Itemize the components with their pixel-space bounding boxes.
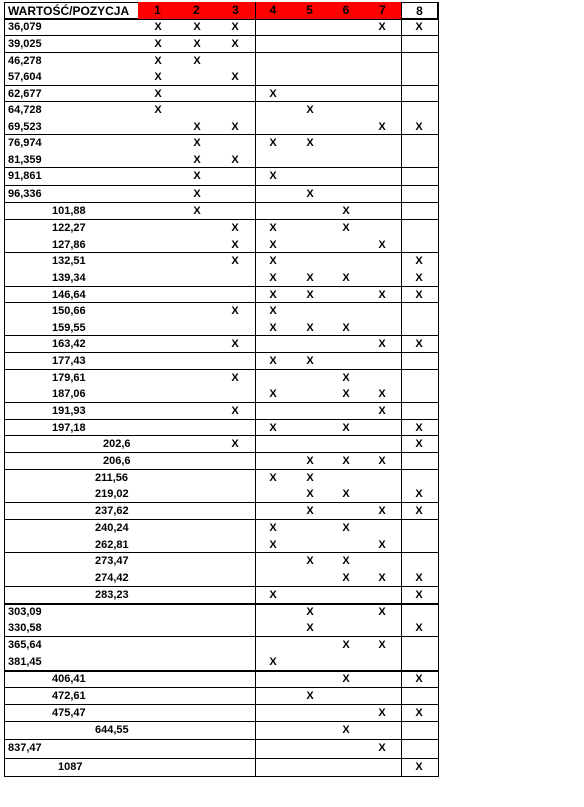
row-value: 132,51 bbox=[52, 255, 86, 267]
position-mark-1: X bbox=[154, 104, 162, 116]
position-mark-6: X bbox=[342, 422, 350, 434]
row-divider bbox=[4, 519, 438, 520]
row-divider bbox=[4, 286, 438, 287]
position-mark-3: X bbox=[231, 338, 239, 350]
position-mark-8: X bbox=[415, 572, 423, 584]
position-mark-3: X bbox=[231, 121, 239, 133]
position-mark-5: X bbox=[306, 606, 314, 618]
position-mark-1: X bbox=[154, 38, 162, 50]
position-mark-8: X bbox=[415, 488, 423, 500]
position-mark-7: X bbox=[378, 639, 386, 651]
row-value: 262,81 bbox=[95, 539, 129, 551]
row-divider bbox=[4, 35, 438, 36]
position-mark-8: X bbox=[415, 422, 423, 434]
position-mark-5: X bbox=[306, 355, 314, 367]
position-mark-7: X bbox=[378, 121, 386, 133]
position-mark-2: X bbox=[193, 188, 201, 200]
position-mark-8: X bbox=[415, 589, 423, 601]
row-value: 101,88 bbox=[52, 205, 86, 217]
row-value: 39,025 bbox=[8, 38, 42, 50]
row-divider bbox=[4, 252, 438, 253]
row-value: 159,55 bbox=[52, 322, 86, 334]
position-mark-6: X bbox=[342, 272, 350, 284]
row-divider bbox=[4, 776, 438, 777]
row-divider bbox=[4, 402, 438, 403]
row-value: 62,677 bbox=[8, 88, 42, 100]
column-divider bbox=[401, 2, 402, 777]
row-value: 303,09 bbox=[8, 606, 42, 618]
row-value: 381,45 bbox=[8, 656, 42, 668]
row-value: 57,604 bbox=[8, 71, 42, 83]
row-value: 644,55 bbox=[95, 724, 129, 736]
position-mark-7: X bbox=[378, 707, 386, 719]
position-mark-4: X bbox=[269, 539, 277, 551]
position-mark-2: X bbox=[193, 55, 201, 67]
position-mark-4: X bbox=[269, 88, 277, 100]
position-mark-5: X bbox=[306, 272, 314, 284]
row-divider bbox=[4, 552, 438, 553]
row-value: 273,47 bbox=[95, 555, 129, 567]
position-mark-2: X bbox=[193, 121, 201, 133]
row-value: 177,43 bbox=[52, 355, 86, 367]
position-mark-4: X bbox=[269, 589, 277, 601]
position-mark-1: X bbox=[154, 55, 162, 67]
row-divider bbox=[4, 687, 438, 688]
column-divider bbox=[438, 2, 439, 777]
position-mark-2: X bbox=[193, 205, 201, 217]
position-mark-5: X bbox=[306, 104, 314, 116]
header-position-6: 6 bbox=[328, 2, 364, 19]
row-divider bbox=[4, 352, 438, 353]
row-divider bbox=[4, 202, 438, 203]
row-value: 197,18 bbox=[52, 422, 86, 434]
row-divider bbox=[4, 302, 438, 303]
position-mark-7: X bbox=[378, 455, 386, 467]
header-position-2: 2 bbox=[177, 2, 216, 19]
position-mark-5: X bbox=[306, 137, 314, 149]
position-mark-2: X bbox=[193, 21, 201, 33]
position-mark-8: X bbox=[415, 761, 423, 773]
position-mark-6: X bbox=[342, 488, 350, 500]
position-mark-3: X bbox=[231, 405, 239, 417]
position-mark-4: X bbox=[269, 472, 277, 484]
row-value: 365,64 bbox=[8, 639, 42, 651]
position-mark-7: X bbox=[378, 338, 386, 350]
row-value: 202,6 bbox=[103, 438, 131, 450]
position-mark-4: X bbox=[269, 388, 277, 400]
row-divider bbox=[4, 704, 438, 705]
position-mark-4: X bbox=[269, 137, 277, 149]
position-mark-5: X bbox=[306, 472, 314, 484]
position-mark-6: X bbox=[342, 555, 350, 567]
row-divider bbox=[4, 185, 438, 186]
position-mark-6: X bbox=[342, 724, 350, 736]
row-value: 475,47 bbox=[52, 707, 86, 719]
position-mark-6: X bbox=[342, 639, 350, 651]
position-mark-5: X bbox=[306, 188, 314, 200]
position-mark-4: X bbox=[269, 239, 277, 251]
row-divider bbox=[4, 167, 438, 168]
position-mark-2: X bbox=[193, 38, 201, 50]
position-mark-5: X bbox=[306, 622, 314, 634]
position-mark-6: X bbox=[342, 388, 350, 400]
row-value: 36,079 bbox=[8, 21, 42, 33]
row-value: 237,62 bbox=[95, 505, 129, 517]
row-divider bbox=[4, 721, 438, 722]
row-divider bbox=[4, 101, 438, 102]
row-divider bbox=[4, 435, 438, 436]
position-mark-3: X bbox=[231, 372, 239, 384]
position-mark-8: X bbox=[415, 438, 423, 450]
row-value: 127,86 bbox=[52, 239, 86, 251]
position-mark-4: X bbox=[269, 305, 277, 317]
header-position-3: 3 bbox=[216, 2, 255, 19]
row-divider bbox=[4, 219, 438, 220]
position-mark-5: X bbox=[306, 505, 314, 517]
position-mark-7: X bbox=[378, 405, 386, 417]
position-mark-3: X bbox=[231, 239, 239, 251]
position-mark-5: X bbox=[306, 555, 314, 567]
row-value: 274,42 bbox=[95, 572, 129, 584]
row-value: 211,56 bbox=[95, 472, 129, 484]
header-position-1: 1 bbox=[138, 2, 177, 19]
row-divider bbox=[4, 603, 438, 605]
row-divider bbox=[4, 670, 438, 672]
position-mark-8: X bbox=[415, 289, 423, 301]
position-mark-7: X bbox=[378, 606, 386, 618]
position-mark-3: X bbox=[231, 21, 239, 33]
position-mark-6: X bbox=[342, 372, 350, 384]
position-mark-7: X bbox=[378, 539, 386, 551]
row-value: 472,61 bbox=[52, 690, 86, 702]
row-divider bbox=[4, 586, 438, 587]
position-mark-4: X bbox=[269, 255, 277, 267]
position-mark-3: X bbox=[231, 438, 239, 450]
position-mark-7: X bbox=[378, 572, 386, 584]
position-mark-4: X bbox=[269, 422, 277, 434]
position-mark-6: X bbox=[342, 673, 350, 685]
row-value: 179,61 bbox=[52, 372, 86, 384]
position-mark-4: X bbox=[269, 289, 277, 301]
row-value: 81,359 bbox=[8, 154, 42, 166]
position-mark-3: X bbox=[231, 71, 239, 83]
position-mark-1: X bbox=[154, 21, 162, 33]
row-value: 146,64 bbox=[52, 289, 86, 301]
row-value: 330,58 bbox=[8, 622, 42, 634]
position-mark-7: X bbox=[378, 289, 386, 301]
row-divider bbox=[4, 452, 438, 453]
row-divider bbox=[4, 502, 438, 503]
column-divider bbox=[4, 2, 5, 777]
position-mark-2: X bbox=[193, 170, 201, 182]
position-mark-6: X bbox=[342, 522, 350, 534]
header-position-8: 8 bbox=[401, 2, 438, 19]
position-mark-7: X bbox=[378, 505, 386, 517]
position-mark-3: X bbox=[231, 154, 239, 166]
position-mark-1: X bbox=[154, 71, 162, 83]
position-mark-6: X bbox=[342, 322, 350, 334]
position-mark-8: X bbox=[415, 272, 423, 284]
header-position-5: 5 bbox=[291, 2, 328, 19]
position-mark-4: X bbox=[269, 272, 277, 284]
position-mark-8: X bbox=[415, 121, 423, 133]
position-mark-5: X bbox=[306, 690, 314, 702]
row-divider bbox=[4, 369, 438, 370]
row-value: 240,24 bbox=[95, 522, 129, 534]
position-mark-6: X bbox=[342, 572, 350, 584]
row-value: 122,27 bbox=[52, 222, 86, 234]
row-value: 150,66 bbox=[52, 305, 86, 317]
row-value: 139,34 bbox=[52, 272, 86, 284]
row-divider bbox=[4, 739, 438, 740]
position-mark-2: X bbox=[193, 137, 201, 149]
column-divider bbox=[255, 2, 256, 777]
position-mark-8: X bbox=[415, 707, 423, 719]
row-value: 46,278 bbox=[8, 55, 42, 67]
row-divider bbox=[4, 469, 438, 470]
row-value: 76,974 bbox=[8, 137, 42, 149]
position-mark-5: X bbox=[306, 455, 314, 467]
header-title: WARTOŚĆ/POZYCJA bbox=[4, 2, 138, 19]
position-mark-3: X bbox=[231, 38, 239, 50]
row-divider bbox=[4, 134, 438, 135]
position-mark-7: X bbox=[378, 239, 386, 251]
row-value: 96,336 bbox=[8, 188, 42, 200]
position-mark-3: X bbox=[231, 222, 239, 234]
position-mark-1: X bbox=[154, 88, 162, 100]
header-position-7: 7 bbox=[364, 2, 401, 19]
row-divider bbox=[4, 52, 438, 53]
position-mark-8: X bbox=[415, 622, 423, 634]
row-divider bbox=[4, 335, 438, 336]
header-position-4: 4 bbox=[255, 2, 291, 19]
row-value: 69,523 bbox=[8, 121, 42, 133]
position-mark-8: X bbox=[415, 255, 423, 267]
position-mark-3: X bbox=[231, 305, 239, 317]
row-value: 187,06 bbox=[52, 388, 86, 400]
position-mark-8: X bbox=[415, 505, 423, 517]
row-value: 283,23 bbox=[95, 589, 129, 601]
row-value: 1087 bbox=[58, 761, 83, 773]
position-mark-8: X bbox=[415, 21, 423, 33]
position-mark-8: X bbox=[415, 338, 423, 350]
position-mark-6: X bbox=[342, 455, 350, 467]
row-divider bbox=[4, 85, 438, 86]
row-divider bbox=[4, 19, 438, 20]
row-divider bbox=[4, 419, 438, 420]
row-divider bbox=[4, 758, 438, 759]
position-mark-3: X bbox=[231, 255, 239, 267]
row-value: 91,861 bbox=[8, 170, 42, 182]
position-mark-4: X bbox=[269, 170, 277, 182]
position-mark-2: X bbox=[193, 154, 201, 166]
position-mark-7: X bbox=[378, 21, 386, 33]
position-mark-4: X bbox=[269, 522, 277, 534]
row-value: 219,02 bbox=[95, 488, 129, 500]
row-value: 163,42 bbox=[52, 338, 86, 350]
position-mark-5: X bbox=[306, 488, 314, 500]
position-mark-8: X bbox=[415, 673, 423, 685]
row-divider bbox=[4, 636, 438, 637]
position-mark-5: X bbox=[306, 322, 314, 334]
row-value: 191,93 bbox=[52, 405, 86, 417]
position-mark-5: X bbox=[306, 289, 314, 301]
position-mark-4: X bbox=[269, 355, 277, 367]
row-value: 64,728 bbox=[8, 104, 42, 116]
row-value: 837,47 bbox=[8, 742, 42, 754]
position-mark-7: X bbox=[378, 388, 386, 400]
position-mark-4: X bbox=[269, 656, 277, 668]
position-mark-6: X bbox=[342, 205, 350, 217]
position-mark-4: X bbox=[269, 222, 277, 234]
row-value: 406,41 bbox=[52, 673, 86, 685]
position-mark-6: X bbox=[342, 222, 350, 234]
row-value: 206,6 bbox=[103, 455, 131, 467]
position-mark-7: X bbox=[378, 742, 386, 754]
position-mark-4: X bbox=[269, 322, 277, 334]
